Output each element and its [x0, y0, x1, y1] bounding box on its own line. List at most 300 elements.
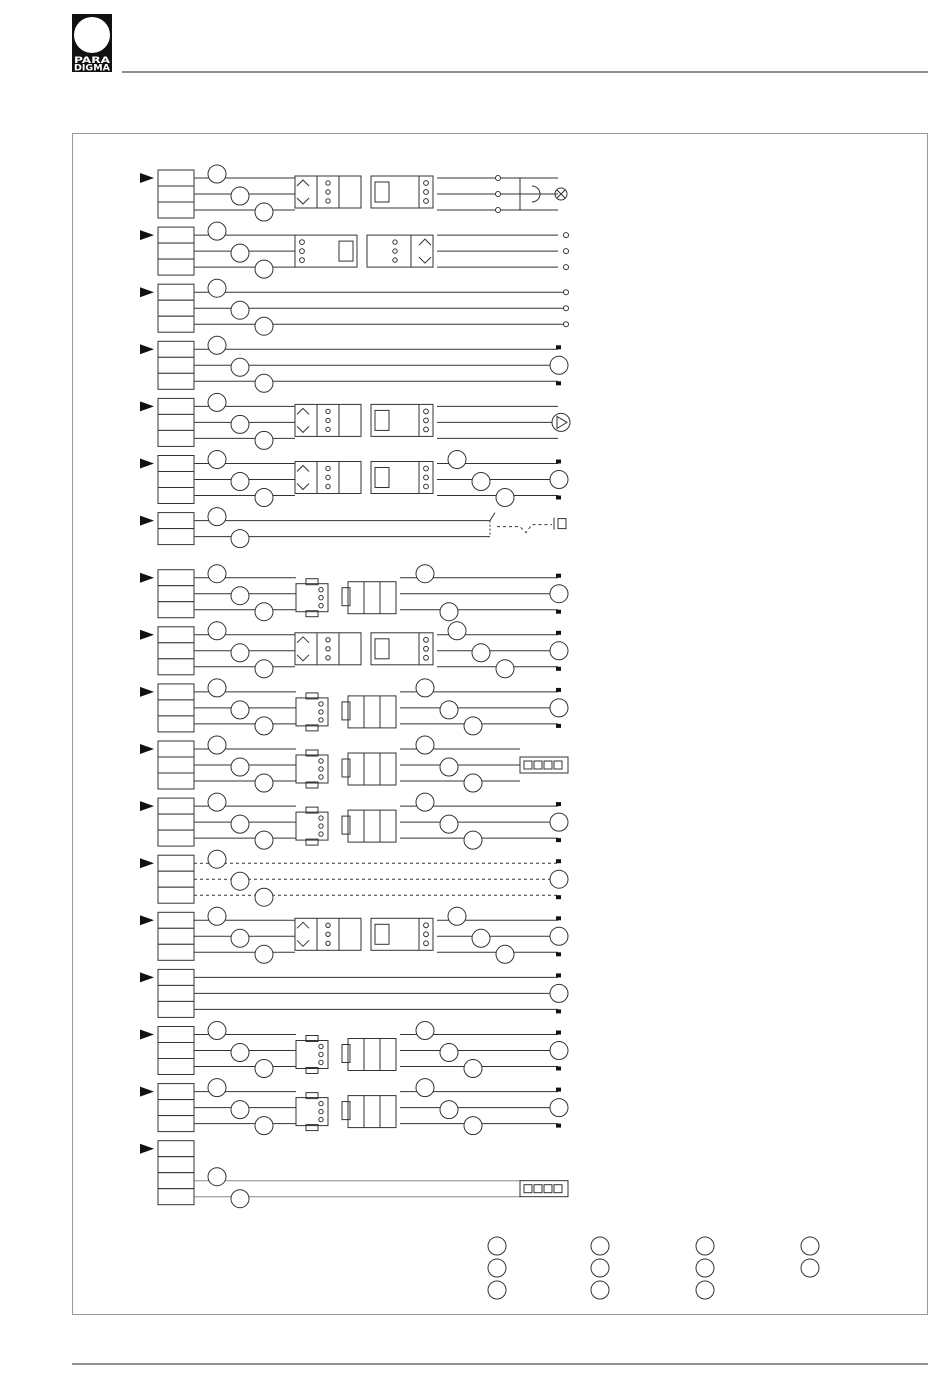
row-arrow: [140, 1144, 154, 1154]
motor-tab: [556, 688, 561, 692]
wire-bubble: [255, 774, 273, 792]
latch: [297, 408, 309, 432]
screw: [319, 588, 323, 592]
screw: [326, 647, 330, 651]
screw: [319, 1044, 323, 1048]
screw: [424, 409, 429, 414]
terminal-cell: [158, 627, 194, 643]
motor-tab: [556, 973, 561, 977]
wire-bubble: [231, 929, 249, 947]
screw: [319, 702, 323, 706]
wire-bubble: [416, 1022, 434, 1040]
wire-bubble: [255, 1060, 273, 1078]
wire-bubble: [416, 679, 434, 697]
screw: [319, 816, 323, 820]
wire-bubble: [255, 317, 273, 335]
terminal-cell: [158, 1189, 194, 1205]
terminal-cell: [158, 341, 194, 357]
screw: [319, 759, 323, 763]
socket-latch: [375, 410, 389, 430]
screw: [326, 181, 330, 185]
row-arrow: [140, 459, 154, 469]
wire-bubble: [255, 203, 273, 221]
screw: [319, 1101, 323, 1105]
terminal-cell: [158, 1141, 194, 1157]
screw: [319, 596, 323, 600]
screw: [326, 409, 330, 413]
wire-bubble: [255, 489, 273, 507]
legend-circle: [591, 1281, 609, 1299]
wire-bubble: [231, 473, 249, 491]
motor-circle: [550, 984, 568, 1002]
socket-body: [348, 810, 396, 842]
screw: [319, 718, 323, 722]
wire-bubble: [208, 850, 226, 868]
terminal-cell: [158, 227, 194, 243]
terminal-dot: [564, 290, 569, 295]
row-arrow: [140, 287, 154, 297]
wire-bubble: [448, 907, 466, 925]
wire-bubble: [231, 1190, 249, 1208]
motor-circle: [550, 870, 568, 888]
row-arrow: [140, 630, 154, 640]
wire-bubble: [440, 815, 458, 833]
latch: [297, 922, 309, 946]
terminal-cell: [158, 969, 194, 985]
terminal-cell: [158, 773, 194, 789]
socket-body: [348, 1096, 396, 1128]
row-12: [140, 793, 568, 849]
screw: [300, 249, 305, 254]
wire-bubble: [208, 907, 226, 925]
switch-blade: [490, 513, 495, 521]
terminal-cell: [158, 586, 194, 602]
screw: [326, 427, 330, 431]
terminal-cell: [158, 430, 194, 446]
motor-tab: [556, 724, 561, 728]
wire-bubble: [440, 1101, 458, 1119]
row-17: [140, 1079, 568, 1135]
terminal-cell: [158, 830, 194, 846]
terminal-cell: [158, 513, 194, 529]
wire-bubble: [208, 393, 226, 411]
terminal-cell: [158, 1084, 194, 1100]
wire-bubble: [255, 431, 273, 449]
terminal-cell: [158, 928, 194, 944]
wire-bubble: [231, 872, 249, 890]
motor-tab: [556, 1067, 561, 1071]
wire-bubble: [231, 415, 249, 433]
motor-tab: [556, 610, 561, 614]
row-arrow: [140, 516, 154, 526]
row-6: [140, 451, 568, 507]
wire-bubble: [464, 717, 482, 735]
rows-layer: [140, 165, 570, 1208]
terminal-cell: [158, 1116, 194, 1132]
screw: [319, 604, 323, 608]
terminal-cell: [158, 944, 194, 960]
screw: [424, 941, 429, 946]
screw: [393, 249, 397, 253]
latch: [297, 637, 309, 661]
wire-bubble: [440, 758, 458, 776]
socket-latch: [375, 182, 389, 202]
row-1: [140, 165, 567, 221]
screw: [326, 466, 330, 470]
socket-latch: [342, 702, 350, 720]
screw: [326, 923, 330, 927]
wire-bubble: [255, 374, 273, 392]
terminal-dot: [496, 208, 501, 213]
motor-tab: [556, 496, 561, 500]
row-3: [140, 279, 569, 335]
sensor-lead: [497, 525, 552, 533]
socket-latch: [342, 1045, 350, 1063]
wire-bubble: [208, 793, 226, 811]
socket-latch: [342, 588, 350, 606]
wire-bubble: [255, 945, 273, 963]
paradigma-logo: [72, 14, 112, 74]
logo-line1: PARA: [74, 56, 111, 66]
wire-bubble: [231, 358, 249, 376]
row-4: [140, 336, 568, 392]
wire-bubble: [208, 336, 226, 354]
motor-circle: [550, 813, 568, 831]
wire-bubble: [208, 451, 226, 469]
wire-bubble: [231, 1044, 249, 1062]
screw: [424, 427, 429, 432]
motor-tab: [556, 574, 561, 578]
terminal-cell: [158, 186, 194, 202]
socket-body: [348, 696, 396, 728]
terminal-cell: [158, 912, 194, 928]
legend-circle: [696, 1281, 714, 1299]
screw: [424, 655, 429, 660]
terminal-cell: [158, 643, 194, 659]
screw: [424, 923, 429, 928]
screw: [300, 240, 305, 245]
motor-tab: [556, 631, 561, 635]
motor-tab: [556, 460, 561, 464]
terminal-cell: [158, 259, 194, 275]
row-18: [140, 1141, 568, 1208]
row-arrow: [140, 687, 154, 697]
motor-tab: [556, 916, 561, 920]
terminal-cell: [158, 1157, 194, 1173]
wire-bubble: [464, 1117, 482, 1135]
plug-latch: [339, 241, 353, 261]
terminal-cell: [158, 284, 194, 300]
terminal-cell: [158, 1100, 194, 1116]
row-arrow: [140, 173, 154, 183]
row-arrow: [140, 1030, 154, 1040]
terminal-cell: [158, 570, 194, 586]
motor-circle: [550, 927, 568, 945]
wire-bubble: [496, 660, 514, 678]
wire-bubble: [464, 774, 482, 792]
wire-bubble: [231, 644, 249, 662]
terminal-dot: [564, 233, 569, 238]
screw: [319, 767, 323, 771]
legend-circle: [801, 1259, 819, 1277]
motor-circle: [550, 1042, 568, 1060]
screw: [326, 484, 330, 488]
latch: [297, 466, 309, 490]
row-arrow: [140, 344, 154, 354]
terminal-cell: [158, 855, 194, 871]
wire-bubble: [231, 587, 249, 605]
wire-bubble: [208, 222, 226, 240]
socket-latch: [342, 1102, 350, 1120]
screw: [424, 637, 429, 642]
terminal-dot: [564, 265, 569, 270]
logo-line2: DIGMA: [74, 63, 111, 74]
screw: [319, 832, 323, 836]
row-16: [140, 1022, 568, 1078]
screw: [326, 190, 330, 194]
screw: [424, 475, 429, 480]
motor-tab: [556, 952, 561, 956]
wire-bubble: [255, 1117, 273, 1135]
terminal-cell: [158, 529, 194, 545]
screw: [424, 418, 429, 423]
motor-circle: [550, 1099, 568, 1117]
legend: [488, 1237, 819, 1299]
terminal-dot: [496, 192, 501, 197]
terminal-cell: [158, 814, 194, 830]
row-arrow: [140, 1087, 154, 1097]
wire-bubble: [231, 1101, 249, 1119]
row-arrow: [140, 401, 154, 411]
terminal-cell: [158, 316, 194, 332]
row-13: [140, 850, 568, 906]
motor-tab: [556, 838, 561, 842]
row-arrow: [140, 801, 154, 811]
latch: [419, 239, 431, 263]
row-10: [140, 679, 568, 735]
screw: [319, 1109, 323, 1113]
row-8: [140, 565, 568, 621]
screw: [326, 418, 330, 422]
terminal-cell: [158, 373, 194, 389]
wire-bubble: [440, 603, 458, 621]
wire-bubble: [231, 187, 249, 205]
socket-body: [348, 582, 396, 614]
row-arrow: [140, 972, 154, 982]
terminal-cell: [158, 757, 194, 773]
row-14: [140, 907, 568, 963]
wire-bubble: [208, 622, 226, 640]
socket-body: [367, 235, 433, 267]
wire-bubble: [440, 1044, 458, 1062]
socket-latch: [375, 468, 389, 488]
latch: [297, 180, 309, 204]
motor-circle: [550, 471, 568, 489]
screw: [326, 932, 330, 936]
wire-bubble: [208, 1079, 226, 1097]
wire-bubble: [231, 530, 249, 548]
wire-bubble: [208, 508, 226, 526]
wire-bubble: [255, 603, 273, 621]
row-arrow: [140, 744, 154, 754]
row-arrow: [140, 573, 154, 583]
motor-circle: [550, 585, 568, 603]
wire-bubble: [255, 260, 273, 278]
screw: [319, 710, 323, 714]
lamp-cross: [557, 190, 565, 198]
motor-circle: [550, 356, 568, 374]
row-9: [140, 622, 568, 678]
terminal-cell: [158, 798, 194, 814]
screw: [319, 824, 323, 828]
screw: [424, 484, 429, 489]
legend-circle: [591, 1237, 609, 1255]
legend-circle: [488, 1281, 506, 1299]
terminal-cell: [158, 684, 194, 700]
wire-bubble: [208, 736, 226, 754]
terminal-cell: [158, 1043, 194, 1059]
screw: [424, 181, 429, 186]
wire-bubble: [416, 736, 434, 754]
legend-circle: [591, 1259, 609, 1277]
wire-bubble: [472, 473, 490, 491]
wire-bubble: [208, 1022, 226, 1040]
row-15: [140, 969, 568, 1017]
socket-body: [348, 1039, 396, 1071]
row-7: [140, 508, 566, 548]
terminal-cell: [158, 456, 194, 472]
terminal-cell: [158, 414, 194, 430]
screw: [326, 475, 330, 479]
screw: [319, 1117, 323, 1121]
wire-bubble: [472, 644, 490, 662]
legend-circle: [696, 1237, 714, 1255]
row-5: [140, 393, 570, 449]
wire-bubble: [208, 279, 226, 297]
row-arrow: [140, 230, 154, 240]
wire-bubble: [255, 831, 273, 849]
wire-bubble: [496, 489, 514, 507]
motor-circle: [550, 642, 568, 660]
wire-bubble: [255, 660, 273, 678]
motor-tab: [556, 667, 561, 671]
wire-bubble: [416, 793, 434, 811]
screw: [319, 1052, 323, 1056]
socket-latch: [375, 924, 389, 944]
wire-bubble: [231, 815, 249, 833]
terminal-cell: [158, 472, 194, 488]
screw: [326, 656, 330, 660]
motor-tab: [556, 1124, 561, 1128]
terminal-cell: [158, 1173, 194, 1189]
terminal-cell: [158, 871, 194, 887]
terminal-cell: [158, 741, 194, 757]
motor-tab: [556, 802, 561, 806]
wire-bubble: [416, 565, 434, 583]
screw: [424, 190, 429, 195]
screw: [424, 466, 429, 471]
wire-bubble: [255, 888, 273, 906]
screw: [319, 775, 323, 779]
legend-circle: [801, 1237, 819, 1255]
terminal-cell: [158, 1027, 194, 1043]
terminal-dot: [564, 322, 569, 327]
wire-bubble: [464, 1060, 482, 1078]
terminal-cell: [158, 985, 194, 1001]
wire-bubble: [416, 1079, 434, 1097]
terminal-cell: [158, 202, 194, 218]
screw: [326, 941, 330, 945]
wire-bubble: [208, 565, 226, 583]
wire-bubble: [472, 929, 490, 947]
screw: [326, 638, 330, 642]
terminal-cell: [158, 170, 194, 186]
screw: [300, 258, 305, 263]
wire-bubble: [496, 945, 514, 963]
screw: [319, 1060, 323, 1064]
socket-latch: [342, 759, 350, 777]
legend-circle: [696, 1259, 714, 1277]
terminal-cell: [158, 1001, 194, 1017]
motor-tab: [556, 1088, 561, 1092]
legend-circle: [488, 1237, 506, 1255]
screw: [424, 199, 429, 204]
terminal-cell: [158, 300, 194, 316]
wire-bubble: [448, 451, 466, 469]
motor-tab: [556, 381, 561, 385]
wire-bubble: [464, 831, 482, 849]
row-2: [140, 222, 569, 278]
terminal-cell: [158, 659, 194, 675]
terminal-cell: [158, 602, 194, 618]
screw: [424, 932, 429, 937]
terminal-cell: [158, 398, 194, 414]
screw: [326, 199, 330, 203]
terminal-cell: [158, 488, 194, 504]
socket-latch: [375, 639, 389, 659]
wire-bubble: [231, 244, 249, 262]
terminal-cell: [158, 243, 194, 259]
terminal-cell: [158, 716, 194, 732]
motor-tab: [556, 345, 561, 349]
motor-tab: [556, 859, 561, 863]
row-arrow: [140, 915, 154, 925]
terminal-cell: [158, 700, 194, 716]
terminal-dot: [564, 306, 569, 311]
screw: [393, 240, 397, 244]
row-arrow: [140, 858, 154, 868]
terminal-cell: [158, 357, 194, 373]
motor-tab: [556, 1009, 561, 1013]
wire-bubble: [448, 622, 466, 640]
wire-bubble: [231, 758, 249, 776]
wire-bubble: [208, 679, 226, 697]
motor-tab: [556, 1031, 561, 1035]
wire-bubble: [231, 301, 249, 319]
motor-tab: [556, 895, 561, 899]
wire-bubble: [440, 701, 458, 719]
wire-bubble: [231, 701, 249, 719]
screw: [424, 646, 429, 651]
terminal-dot: [564, 249, 569, 254]
screw: [393, 258, 397, 262]
terminal-cell: [158, 1059, 194, 1075]
terminal-dot: [496, 176, 501, 181]
sensor-box: [558, 519, 566, 529]
socket-latch: [342, 816, 350, 834]
motor-circle: [550, 699, 568, 717]
wire-bubble: [208, 165, 226, 183]
